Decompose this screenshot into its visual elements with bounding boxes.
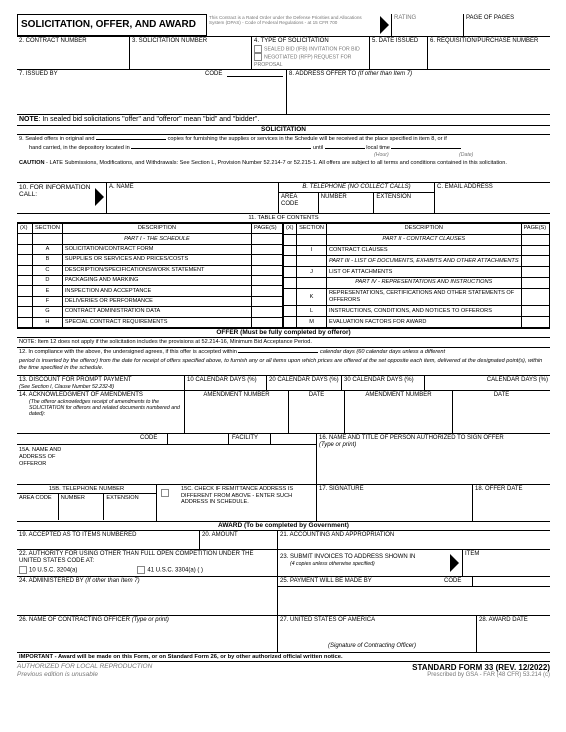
item12-a: 12. In compliance with the above, the undersigned agrees, if this offer is accepted within	[19, 348, 237, 355]
award-date-field[interactable]: 28. AWARD DATE	[479, 616, 528, 623]
toc-description-cell: INSTRUCTIONS, CONDITIONS, AND NOTICES TO OFFERORS	[326, 306, 521, 317]
info-email-field[interactable]: C. EMAIL ADDRESS	[437, 184, 493, 190]
toc-x-cell[interactable]	[18, 275, 33, 285]
administered-by-field[interactable]	[17, 577, 278, 615]
copies-field[interactable]	[96, 139, 166, 140]
amendment-date-1[interactable]: DATE	[289, 391, 345, 433]
toc-pages-cell[interactable]	[521, 317, 549, 328]
offeror-contact-row	[17, 485, 550, 522]
toc-x-cell[interactable]	[284, 256, 297, 267]
sol-line2-c: local time	[366, 145, 390, 151]
hour-label: (Hour)	[374, 152, 389, 158]
solicitation-line-2	[19, 145, 548, 152]
row-contract-numbers	[17, 37, 550, 70]
toc-pages-cell[interactable]	[521, 256, 549, 267]
footer-auth: AUTHORIZED FOR LOCAL REPRODUCTION	[17, 662, 153, 670]
footer-prev: Previous edition is unusable	[17, 670, 98, 678]
toc-section-cell	[297, 256, 327, 267]
toc-pages-cell[interactable]	[252, 265, 283, 275]
toc-pages-cell[interactable]	[521, 277, 549, 288]
item12-b: calendar days (60 calendar days unless a different	[320, 348, 446, 355]
toc-section-cell: G	[33, 307, 63, 317]
toc-row	[18, 286, 283, 296]
note-label: NOTE	[19, 116, 39, 123]
toc-description-cell: DESCRIPTION/SPECIFICATIONS/WORK STATEMENT	[62, 265, 251, 275]
form-header	[17, 14, 550, 37]
page-of-pages[interactable]: PAGE OF PAGES	[466, 15, 515, 21]
negotiated-option[interactable]	[254, 53, 367, 68]
toc-section-cell: B	[33, 255, 63, 265]
toc-row	[18, 234, 283, 244]
offer-heading: OFFER (Must be fully completed by offeror)	[17, 329, 550, 338]
toc-description-cell: PART IV - REPRESENTATIONS AND INSTRUCTIONS	[326, 277, 521, 288]
invoices-label: 23. SUBMIT INVOICES TO ADDRESS SHOWN IN	[280, 553, 416, 560]
offer-date-field[interactable]: 18. OFFER DATE	[475, 485, 523, 492]
offeror-code-field[interactable]	[167, 434, 229, 444]
toc-pages-cell[interactable]	[521, 288, 549, 306]
solicitation-number-field[interactable]: 3. SOLICITATION NUMBER	[130, 37, 252, 69]
toc-description-cell: LIST OF ATTACHMENTS	[326, 267, 521, 278]
form-title: SOLICITATION, OFFER, AND AWARD	[17, 14, 207, 36]
negotiated-checkbox[interactable]	[254, 53, 262, 61]
discount-note: (See Section I, Clause Number 52.232-8)	[19, 383, 115, 390]
offeror-tel-label: 15B. TELEPHONE NUMBER	[48, 485, 125, 492]
remittance-check	[157, 485, 317, 521]
toc-col-x: (X)	[284, 224, 297, 235]
toc-left-header	[18, 224, 283, 234]
toc-description-cell: INSPECTION AND ACCEPTANCE	[62, 286, 251, 296]
sol-line2-a: hand carried, in the depository located in	[29, 145, 130, 151]
date-issued-field[interactable]: 5. DATE ISSUED	[370, 37, 428, 69]
toc-description-cell: EVALUATION FACTORS FOR AWARD	[326, 317, 521, 328]
toc-pages-cell[interactable]	[252, 234, 283, 244]
payment-label: 25. PAYMENT WILL BE MADE BY	[280, 577, 372, 584]
footer-prescribed: Prescribed by GSA - FAR (48 CFR) 53.214 (c)	[427, 671, 550, 678]
amendment-number-1[interactable]: AMENDMENT NUMBER	[185, 391, 289, 433]
toc-row	[18, 244, 283, 254]
toc-row	[18, 317, 283, 327]
toc-x-cell[interactable]	[284, 317, 297, 328]
toc-row	[284, 267, 550, 278]
toc-x-cell[interactable]	[284, 267, 297, 278]
discount-title: 13. DISCOUNT FOR PROMPT PAYMENT	[19, 376, 132, 383]
invoice-item-field[interactable]: ITEM	[465, 550, 480, 557]
caution-body: - LATE Submissions, Modifications, and Withdrawals: See Section L, Provision Number 52.214-7 or 52.215-1. All offers are subject to all terms and conditions contained in this solicitation.	[44, 160, 507, 166]
offeror-code-label: CODE	[140, 434, 158, 441]
info-call-text: 10. FOR INFORMATION CALL:	[19, 184, 91, 198]
toc-pages-cell[interactable]	[252, 255, 283, 265]
toc-section-cell: C	[33, 265, 63, 275]
issued-by-code-line	[227, 76, 283, 77]
facility-field[interactable]	[270, 434, 316, 444]
item-12-line2: period is inserted by the offeror) from the date for receipt of offers specified above, to furnish any or all items upon which prices are offered at the set opposite each item, delivered at the designated point(s), within the time specified in the schedule.	[19, 357, 543, 371]
item-12-line1	[19, 349, 548, 356]
toc-pages-cell[interactable]	[521, 245, 549, 256]
footer-left	[17, 663, 152, 679]
payment-by-field	[278, 577, 550, 615]
tel-number[interactable]: NUMBER	[319, 193, 375, 213]
form-page	[17, 14, 550, 679]
telephone-subfields	[279, 193, 434, 213]
requisition-number-field[interactable]: 6. REQUISITION/PURCHASE NUMBER	[430, 38, 539, 44]
toc-col-description: DESCRIPTION	[326, 224, 521, 235]
until-date-field[interactable]	[391, 148, 461, 149]
discount-row	[17, 376, 550, 391]
amendments-row	[17, 391, 550, 434]
accounting-field[interactable]: 21. ACCOUNTING AND APPROPRIATION	[280, 531, 395, 538]
offeror-telephone	[17, 485, 157, 521]
tel-extension[interactable]: EXTENSION	[376, 194, 412, 200]
toc-pages-cell[interactable]	[252, 244, 283, 254]
arrow-icon	[380, 16, 389, 34]
offeror-block	[17, 434, 317, 484]
toc-pages-cell[interactable]	[252, 296, 283, 306]
toc-description-cell: PART III - LIST OF DOCUMENTS, EXHIBITS AND OTHER ATTACHMENTS	[326, 256, 521, 267]
toc-description-cell: DELIVERIES OR PERFORMANCE	[62, 296, 251, 306]
toc-col-description: DESCRIPTION	[62, 224, 251, 234]
toc-description-cell: SPECIAL CONTRACT REQUIREMENTS	[62, 317, 251, 327]
sol-line1-a: 9. Sealed offers in original and	[19, 136, 95, 142]
sealed-bid-checkbox[interactable]	[254, 45, 262, 53]
contracting-officer-field[interactable]	[17, 616, 278, 652]
item-12	[17, 348, 550, 376]
discount-20-field[interactable]: 20 CALENDAR DAYS (%)	[267, 376, 342, 390]
date-label: (Date)	[459, 152, 474, 158]
hour-date-labels	[19, 152, 548, 158]
toc-row	[18, 307, 283, 317]
toc-x-cell[interactable]	[18, 296, 33, 306]
item16-label: 16. NAME AND TITLE OF PERSON AUTHORIZED TO SIGN OFFER	[319, 434, 504, 441]
toc-x-cell[interactable]	[284, 245, 297, 256]
acceptance-days-field[interactable]	[238, 352, 318, 353]
toc-pages-cell[interactable]	[521, 234, 549, 245]
toc-description-cell: CONTRACT ADMINISTRATION DATA	[62, 307, 251, 317]
issued-by-field[interactable]	[17, 70, 287, 114]
authority-field	[17, 550, 278, 576]
toc-section-cell: M	[297, 317, 327, 328]
discount-label	[17, 376, 185, 390]
caution-label: CAUTION	[19, 160, 45, 166]
negotiated-label: NEGOTIATED (RFP) REQUEST FOR PROPOSAL	[254, 54, 352, 68]
invoices-note: (4 copies unless otherwise specified)	[290, 560, 375, 567]
toc-col-section: SECTION	[33, 224, 63, 234]
toc-col-section: SECTION	[297, 224, 327, 235]
facility-label: FACILITY	[232, 434, 259, 441]
toc-x-cell[interactable]	[284, 288, 297, 306]
toc-section-cell: K	[297, 288, 327, 306]
ack-note: (The offeror acknowledges receipt of amendments to the SOLICITATION for offerors and related documents numbered and dated):	[29, 398, 180, 417]
item16-note: (Type or print)	[319, 441, 357, 448]
toc-description-cell: SOLICITATION/CONTRACT FORM	[62, 244, 251, 254]
toc-description-cell: SUPPLIES OR SERVICES AND PRICES/COSTS	[62, 255, 251, 265]
administered-note: (If other than Item 7)	[85, 577, 140, 584]
toc-x-cell[interactable]	[18, 307, 33, 317]
row-issued-by	[17, 70, 550, 115]
ack-title: 14. ACKNOWLEDGMENT OF AMENDMENTS	[19, 391, 143, 398]
toc-pages-cell[interactable]	[521, 267, 549, 278]
issued-by-label: 7. ISSUED BY	[19, 71, 58, 77]
toc-pages-cell[interactable]	[252, 307, 283, 317]
discount-10-field[interactable]: 10 CALENDAR DAYS (%)	[185, 376, 267, 390]
offer-note: NOTE: Item 12 does not apply if the solicitation includes the provisions at 52.214-16, Minimum Bid Acceptance Period.	[17, 338, 550, 348]
arrow-icon	[95, 188, 104, 206]
toc-section-cell	[297, 234, 327, 245]
sol-line1-b: copies for furnishing the supplies or services in the Schedule will be received at the place specified in item 8, or if	[167, 136, 447, 142]
type-of-solicitation	[252, 37, 370, 69]
sealed-bid-label: SEALED BID (IFB) INVITATION FOR BID	[264, 46, 360, 53]
discount-calendar-field[interactable]: CALENDAR DAYS (%)	[486, 376, 548, 383]
toc-section-cell: F	[33, 296, 63, 306]
discount-30-field[interactable]: 30 CALENDAR DAYS (%)	[342, 376, 425, 390]
toc-row	[18, 275, 283, 285]
usc1-label: 10 U.S.C. 3204(a)	[29, 567, 78, 574]
co-label: 26. NAME OF CONTRACTING OFFICER	[19, 616, 131, 623]
offeror-number[interactable]: NUMBER	[59, 494, 105, 520]
toc-section-cell	[297, 277, 327, 288]
toc-pages-cell[interactable]	[252, 275, 283, 285]
toc-x-cell[interactable]	[18, 265, 33, 275]
co-note: (Type or print)	[131, 616, 169, 623]
toc-row	[284, 256, 550, 267]
form-footer	[17, 663, 550, 679]
rated-order-text	[207, 14, 392, 36]
toc-left-table	[17, 223, 283, 328]
sealed-bid-option[interactable]	[254, 45, 367, 53]
name-address-label: 15A. NAME AND ADDRESS OF OFFEROR	[19, 446, 62, 467]
toc-section-cell: E	[33, 286, 63, 296]
info-telephone	[279, 183, 435, 213]
administered-label: 24. ADMINISTERED BY	[19, 577, 84, 584]
toc-section-cell	[33, 234, 63, 244]
footer-right	[412, 663, 550, 679]
offeror-row	[17, 434, 550, 485]
toc-row	[284, 234, 550, 245]
award-row-26	[17, 616, 550, 653]
toc-row	[284, 245, 550, 256]
rating-field[interactable]: RATING	[392, 14, 464, 36]
address-offer-label: 8. ADDRESS OFFER TO	[289, 71, 357, 77]
payment-top-line	[278, 577, 550, 587]
toc-x-cell[interactable]	[284, 306, 297, 317]
ack-label	[17, 391, 185, 433]
depository-field[interactable]	[131, 148, 311, 149]
toc-section-cell: L	[297, 306, 327, 317]
remittance-checkbox[interactable]	[161, 489, 169, 497]
footer-form-number: STANDARD FORM 33 (REV. 12/2022)	[412, 662, 550, 672]
toc-right-table	[283, 223, 550, 328]
until-hour-field[interactable]	[325, 148, 365, 149]
info-call-row	[17, 183, 550, 214]
toc-description-cell: PART I - THE SCHEDULE	[62, 234, 251, 244]
solicitation-heading: SOLICITATION	[17, 126, 550, 135]
signer-name-field[interactable]	[317, 434, 550, 484]
contract-number-field[interactable]: 2. CONTRACT NUMBER	[17, 37, 130, 69]
award-row-24	[17, 577, 550, 616]
note-text: : In sealed bid solicitations "offer" and "offeror" mean "bid" and "bidder".	[38, 116, 260, 123]
toc-row	[18, 265, 283, 275]
toc-col-pages: PAGE(S)	[521, 224, 549, 235]
submit-invoices-field[interactable]	[278, 550, 463, 576]
toc-col-pages: PAGE(S)	[252, 224, 283, 234]
toc-row	[284, 317, 550, 328]
toc-section-cell: I	[297, 245, 327, 256]
payment-code-label: CODE	[444, 577, 462, 584]
amendment-date-2[interactable]: DATE	[493, 391, 510, 398]
toc-row	[18, 296, 283, 306]
sealed-bid-note	[17, 115, 550, 126]
toc-x-cell[interactable]	[18, 234, 33, 244]
award-row-19	[17, 531, 550, 550]
rated-order-text-content: This Contract is a Rated Order under the Defense Priorities and Allocations System (DPAS) - Code of Federal Regulations - at 15 CFR 700	[209, 15, 362, 26]
usa-label: 27. UNITED STATES OF AMERICA	[280, 616, 376, 623]
signature-field[interactable]: 17. SIGNATURE	[317, 485, 473, 521]
solicitation-line-1	[19, 136, 548, 143]
toc-pages-cell[interactable]	[521, 306, 549, 317]
toc-section-cell: D	[33, 275, 63, 285]
toc-pages-cell[interactable]	[252, 286, 283, 296]
usc-options	[19, 566, 275, 575]
toc-row	[18, 255, 283, 265]
issued-by-code-label: CODE	[205, 71, 223, 77]
usa-sig-note: (Signature of Contracting Officer)	[328, 642, 417, 649]
payment-code-field[interactable]	[472, 577, 550, 586]
toc-section-cell: H	[33, 317, 63, 327]
toc-description-cell: REPRESENTATIONS, CERTIFICATIONS AND OTHER STATEMENTS OF OFFERORS	[326, 288, 521, 306]
award-row-22	[17, 550, 550, 577]
toc-description-cell: PACKAGING AND MARKING	[62, 275, 251, 285]
offeror-tel-subfields	[17, 493, 156, 520]
toc-row	[284, 277, 550, 288]
toc-row	[284, 306, 550, 317]
toc-x-cell[interactable]	[284, 277, 297, 288]
toc-section-cell: J	[297, 267, 327, 278]
usa-signature-field[interactable]	[278, 616, 477, 652]
usc1-checkbox[interactable]	[19, 566, 27, 574]
solicitation-block	[17, 135, 550, 183]
info-call-label	[17, 183, 107, 213]
toc-description-cell: CONTRACT CLAUSES	[326, 245, 521, 256]
address-offer-field[interactable]	[287, 70, 550, 114]
remittance-label: 15C. CHECK IF REMITTANCE ADDRESS IS DIFFERENT FROM ABOVE - ENTER SUCH ADDRESS IN SCHEDULE.	[181, 485, 294, 506]
address-offer-note: (If other than Item 7)	[357, 71, 413, 77]
amount-field[interactable]: 20. AMOUNT	[200, 531, 278, 549]
toc-x-cell[interactable]	[284, 234, 297, 245]
toc-pages-cell[interactable]	[252, 317, 283, 327]
toc-x-cell[interactable]	[18, 244, 33, 254]
toc-x-cell[interactable]	[18, 286, 33, 296]
telephone-label: B. TELEPHONE (NO COLLECT CALLS)	[279, 183, 434, 193]
usc2-label: 41 U.S.C. 3304(a) ( )	[147, 567, 204, 574]
offeror-area-code[interactable]: AREA CODE	[17, 494, 59, 520]
tel-area-code[interactable]: AREA CODE	[279, 193, 319, 213]
toc-description-cell: PART II - CONTRACT CLAUSES	[326, 234, 521, 245]
toc-x-cell[interactable]	[18, 317, 33, 327]
type-label: 4. TYPE OF SOLICITATION	[254, 38, 329, 44]
info-name-field[interactable]: A. NAME	[107, 183, 279, 213]
offeror-extension[interactable]: EXTENSION	[106, 494, 139, 501]
amendment-number-2[interactable]: AMENDMENT NUMBER	[345, 391, 453, 433]
award-heading: AWARD (To be completed by Government)	[17, 522, 550, 531]
authority-label: 22. AUTHORITY FOR USING OTHER THAN FULL OPEN COMPETITION UNDER THE UNITED STATES CODE AT:	[19, 550, 254, 564]
arrow-icon	[450, 554, 459, 572]
toc-table	[17, 223, 550, 329]
toc-row	[284, 288, 550, 306]
important-note: IMPORTANT - Award will be made on this Form, or on Standard Form 26, or by other authorized official written notice.	[17, 653, 550, 662]
usc2-checkbox[interactable]	[137, 566, 145, 574]
accepted-items-field[interactable]: 19. ACCEPTED AS TO ITEMS NUMBERED	[17, 531, 200, 549]
sol-line2-b: until	[312, 145, 324, 151]
toc-right-header	[284, 224, 550, 235]
toc-section-cell: A	[33, 244, 63, 254]
code-facility-line	[17, 434, 316, 445]
toc-heading: 11. TABLE OF CONTENTS	[17, 214, 550, 223]
toc-x-cell[interactable]	[18, 255, 33, 265]
toc-col-x: (X)	[18, 224, 33, 234]
caution-text	[19, 160, 548, 167]
